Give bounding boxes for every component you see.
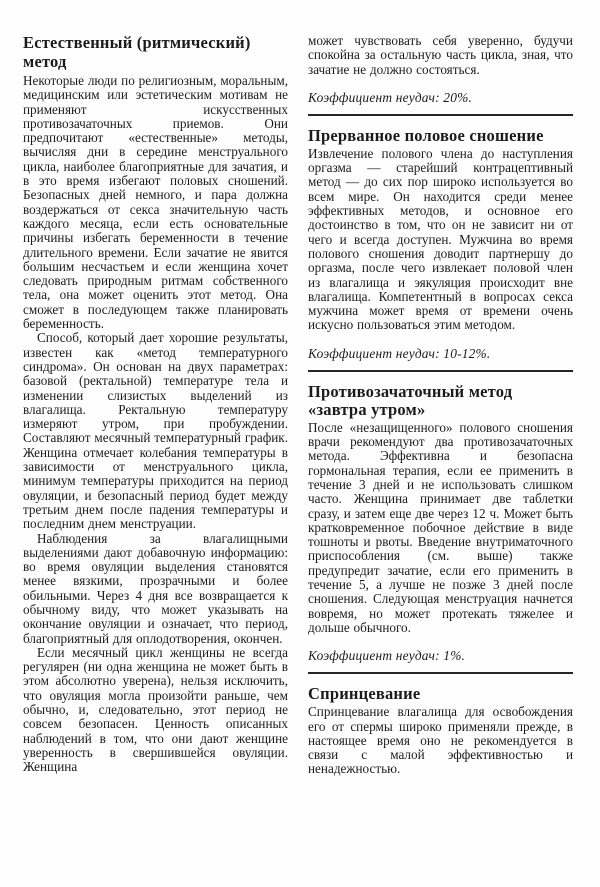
paragraph: Способ, который дает хорошие результаты, известен как «метод температурного синдрома». Он основан на двух параметрах: базовой (ректальной) температуре тела и изменении слизистых выделений из влагалища. Ректальную температуру измеряют утром, при пробуждении. Составляют месячный температурный график. Женщина отмечает колебания температуры в зависимости от менструального цикла, минимум температуры приходится на период овуляции, и безопасный период будет между третьим днем после падения температуры и последним днем менструации.: [23, 330, 288, 532]
paragraph: После «незащищенного» полового сношения врачи рекомендуют два противозачаточных метода. Эффективна и безопасна гормональная терапия, если ее применить в течение 3 дней и не использовать слишком часто. Женщина принимает две таблетки сразу, и затем еще две через 12 ч. Может быть кратковременное побочное действие в виде тошноты и рвоты. Введение внутриматочного приспособления (см. выше) также предупредит зачатие, если его применить в течение 5, а лучше не позже 3 дней после сношения. Следующая менструация начнется вовремя, но может протекать тяжелее и дольше обычного.: [308, 419, 573, 635]
section-divider: [308, 370, 573, 372]
paragraph: Если месячный цикл женщины не всегда регулярен (ни одна женщина не может быть в этом абсолютно уверена), нельзя исключить, что овуляция могла произойти раньше, чем обычно, и, следовательно, этот период не совсем безопасен. Ценность описанных наблюдений в том, что они дают женщине уверенность в свершившейся овуляции. Женщина: [23, 644, 288, 775]
paragraph: Спринцевание влагалища для освобождения его от спермы широко применяли прежде, в настоящее время оно не рекомендуется в связи с малой эффективностью и ненадежностью.: [308, 704, 573, 777]
failure-rate-note: Коэффициент неудач: 20%.: [308, 89, 473, 105]
paragraph: Некоторые люди по религиозным, моральным, медицинским или эстетическим мотивам не применяют искусственных противозачаточных приемов. Они предпочитают «естественные» методы, вычисляя дни в середине менструального цикла, наиболее благоприятные для зачатия, и в это время избегают половых сношений. Безопасных дней немного, и пара должна воздержаться от секса значительную часть каждого месяца, если есть основательные причины избегать беременности в течение длительного времени. Если зачатие не явится большим несчастьем и если женщина хочет следовать природным ритмам собственного тела, она может оценить этот метод. Она сможет в последующем также планировать беременность.: [23, 73, 288, 332]
section-heading-natural-method: Естественный (ритмический) метод: [23, 33, 251, 71]
left-column: [23, 34, 288, 887]
right-column: [308, 34, 573, 887]
failure-rate-note: Коэффициент неудач: 1%.: [308, 648, 466, 664]
section-heading-morning-after: Противозачаточный метод «завтра утром»: [308, 381, 513, 419]
section-heading-douching: Спринцевание: [308, 684, 421, 704]
failure-rate-note: Коэффициент неудач: 10-12%.: [308, 345, 491, 361]
section-divider: [308, 672, 573, 674]
section-divider: [308, 114, 573, 116]
paragraph-continuation: может чувствовать себя уверенно, будучи спокойна за остальную часть цикла, зная, что зачатие не должно состояться.: [308, 33, 573, 77]
paragraph: Извлечение полового члена до наступления оргазма — старейший контрацептивный метод — до сих пор широко используется во всем мире. Он находится среди менее эффективных методов, и основное его достоинство в том, что он не зависит ни от чего и всегда доступен. Мужчина во время полового сношения доводит партнершу до оргазма, после чего извлекает половой член из влагалища и эякуляция происходит вне влагалища. Компетентный в вопросах секса мужчина может время от времени очень искусно пользоваться этим методом.: [308, 145, 573, 333]
section-heading-withdrawal: Прерванное половое сношение: [308, 125, 544, 145]
paragraph: Наблюдения за влагалищными выделениями дают добавочную информацию: во время овуляции выделения становятся менее вязкими, прозрачными и более обильными. Через 4 дня все возвращается к обычному виду, что может указывать на окончание овуляции и означает, что период, благоприятный для оплодотворения, окончен.: [23, 530, 288, 646]
